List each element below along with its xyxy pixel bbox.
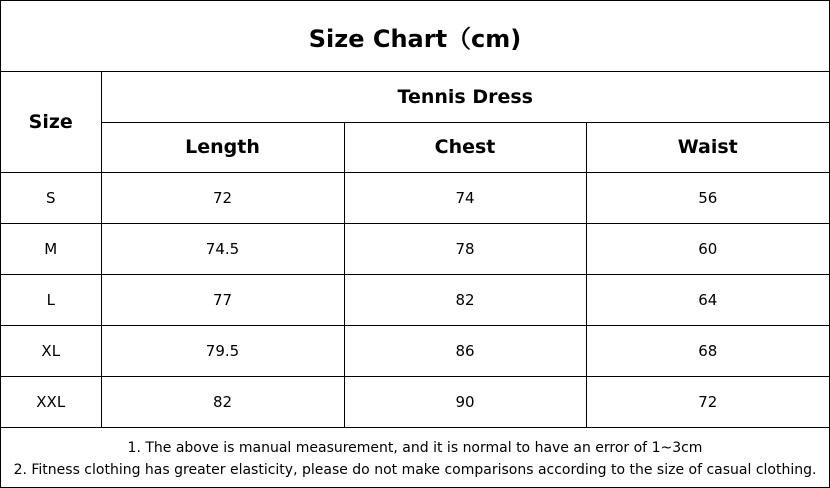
chest-cell: 78 xyxy=(344,223,586,274)
note-elasticity: 2. Fitness clothing has greater elasticity, please do not make comparisons according to the size of casual clothing. xyxy=(13,461,817,478)
size-cell: XXL xyxy=(1,376,101,427)
waist-cell: 60 xyxy=(586,223,829,274)
chest-cell: 82 xyxy=(344,274,586,325)
size-cell: M xyxy=(1,223,101,274)
length-cell: 74.5 xyxy=(101,223,344,274)
table-row xyxy=(1,274,829,325)
waist-cell: 72 xyxy=(586,376,829,427)
length-cell: 82 xyxy=(101,376,344,427)
notes xyxy=(1,430,829,487)
length-cell: 79.5 xyxy=(101,325,344,376)
waist-cell: 64 xyxy=(586,274,829,325)
size-cell: XL xyxy=(1,325,101,376)
size-table xyxy=(1,72,829,428)
size-header: Size xyxy=(1,72,101,172)
table-row xyxy=(1,325,829,376)
length-cell: 72 xyxy=(101,172,344,223)
chest-cell: 90 xyxy=(344,376,586,427)
product-header: Tennis Dress xyxy=(101,72,829,122)
column-header-chest: Chest xyxy=(344,122,586,172)
table-row xyxy=(1,376,829,427)
column-header-length: Length xyxy=(101,122,344,172)
size-cell: L xyxy=(1,274,101,325)
chest-cell: 74 xyxy=(344,172,586,223)
table-row xyxy=(1,223,829,274)
waist-cell: 68 xyxy=(586,325,829,376)
table-row xyxy=(1,172,829,223)
column-header-waist: Waist xyxy=(586,122,829,172)
header-row-top xyxy=(1,72,829,122)
chest-cell: 86 xyxy=(344,325,586,376)
chart-title: Size Chart（cm) xyxy=(1,1,829,72)
waist-cell: 56 xyxy=(586,172,829,223)
length-cell: 77 xyxy=(101,274,344,325)
size-cell: S xyxy=(1,172,101,223)
header-row-columns xyxy=(1,122,829,172)
note-measurement: 1. The above is manual measurement, and it is normal to have an error of 1~3cm xyxy=(127,439,703,456)
